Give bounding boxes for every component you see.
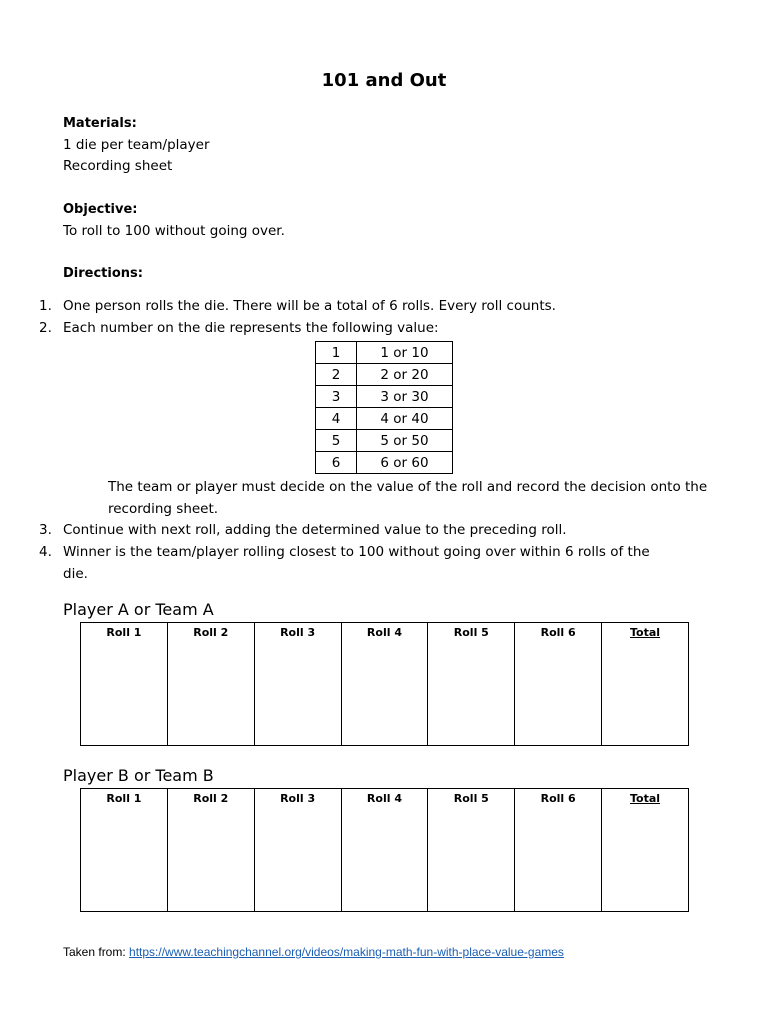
step-number: 3. (39, 522, 52, 538)
column-label: Total (630, 626, 661, 639)
team-b-heading: Player B or Team B (63, 766, 214, 785)
die-value: 6 or 60 (357, 452, 453, 474)
roll-column[interactable] (428, 789, 515, 912)
step-text: One person rolls the die. There will be a total of 6 rolls. Every roll counts. (63, 298, 556, 314)
column-label: Roll 3 (280, 626, 316, 639)
die-number: 5 (316, 430, 357, 452)
roll-column[interactable] (515, 623, 602, 746)
step-number: 1. (39, 298, 52, 314)
die-value: 4 or 40 (357, 408, 453, 430)
roll-column[interactable] (254, 789, 341, 912)
direction-step (39, 520, 673, 542)
die-value: 5 or 50 (357, 430, 453, 452)
die-value-row (316, 386, 453, 408)
column-label: Roll 6 (540, 626, 576, 639)
total-column[interactable] (602, 789, 689, 912)
die-value-row (316, 342, 453, 364)
materials-heading: Materials: (63, 116, 137, 131)
team-b-recording-table (80, 788, 689, 912)
direction-step (39, 318, 673, 340)
footer-prefix: Taken from: (63, 945, 130, 959)
directions-heading: Directions: (63, 266, 143, 281)
roll-column[interactable] (428, 623, 515, 746)
die-number: 2 (316, 364, 357, 386)
roll-column[interactable] (515, 789, 602, 912)
roll-column[interactable] (341, 623, 428, 746)
roll-column[interactable] (167, 789, 254, 912)
objective-heading: Objective: (63, 202, 138, 217)
step-number: 4. (39, 544, 52, 560)
column-label: Roll 5 (453, 626, 489, 639)
die-number: 1 (316, 342, 357, 364)
die-value-row (316, 430, 453, 452)
column-label: Roll 3 (280, 792, 316, 805)
footer-source (63, 945, 564, 959)
column-label: Roll 5 (453, 792, 489, 805)
die-value-row (316, 452, 453, 474)
decision-note: The team or player must decide on the value of the roll and record the decision onto the recording sheet. (108, 479, 708, 517)
die-value: 1 or 10 (357, 342, 453, 364)
die-number: 4 (316, 408, 357, 430)
roll-column[interactable] (167, 623, 254, 746)
team-a-recording-table (80, 622, 689, 746)
roll-column[interactable] (81, 789, 168, 912)
total-column[interactable] (602, 623, 689, 746)
column-label: Roll 1 (106, 792, 142, 805)
materials-item: 1 die per team/player (63, 137, 210, 153)
materials-item: Recording sheet (63, 158, 173, 174)
page-title: 101 and Out (321, 70, 447, 91)
objective-text: To roll to 100 without going over. (63, 223, 285, 239)
roll-column[interactable] (341, 789, 428, 912)
die-number: 3 (316, 386, 357, 408)
direction-step (39, 296, 673, 318)
column-label: Roll 2 (193, 792, 229, 805)
roll-column[interactable] (254, 623, 341, 746)
column-label: Roll 4 (366, 626, 402, 639)
column-label: Total (630, 792, 661, 805)
step-text: Winner is the team/player rolling closest to 100 without going over within 6 rolls of the die. (63, 544, 650, 582)
team-a-heading: Player A or Team A (63, 600, 214, 619)
direction-step (39, 542, 673, 585)
die-value-table (315, 341, 453, 474)
column-label: Roll 6 (540, 792, 576, 805)
die-value-row (316, 408, 453, 430)
source-link[interactable]: https://www.teachingchannel.org/videos/making-math-fun-with-place-value-games (129, 945, 564, 959)
column-label: Roll 2 (193, 626, 229, 639)
step-number: 2. (39, 320, 52, 336)
die-value: 2 or 20 (357, 364, 453, 386)
step-text: Each number on the die represents the following value: (63, 320, 439, 336)
die-value: 3 or 30 (357, 386, 453, 408)
step-text: Continue with next roll, adding the determined value to the preceding roll. (63, 522, 567, 538)
roll-column[interactable] (81, 623, 168, 746)
column-label: Roll 4 (366, 792, 402, 805)
column-label: Roll 1 (106, 626, 142, 639)
die-value-row (316, 364, 453, 386)
die-number: 6 (316, 452, 357, 474)
